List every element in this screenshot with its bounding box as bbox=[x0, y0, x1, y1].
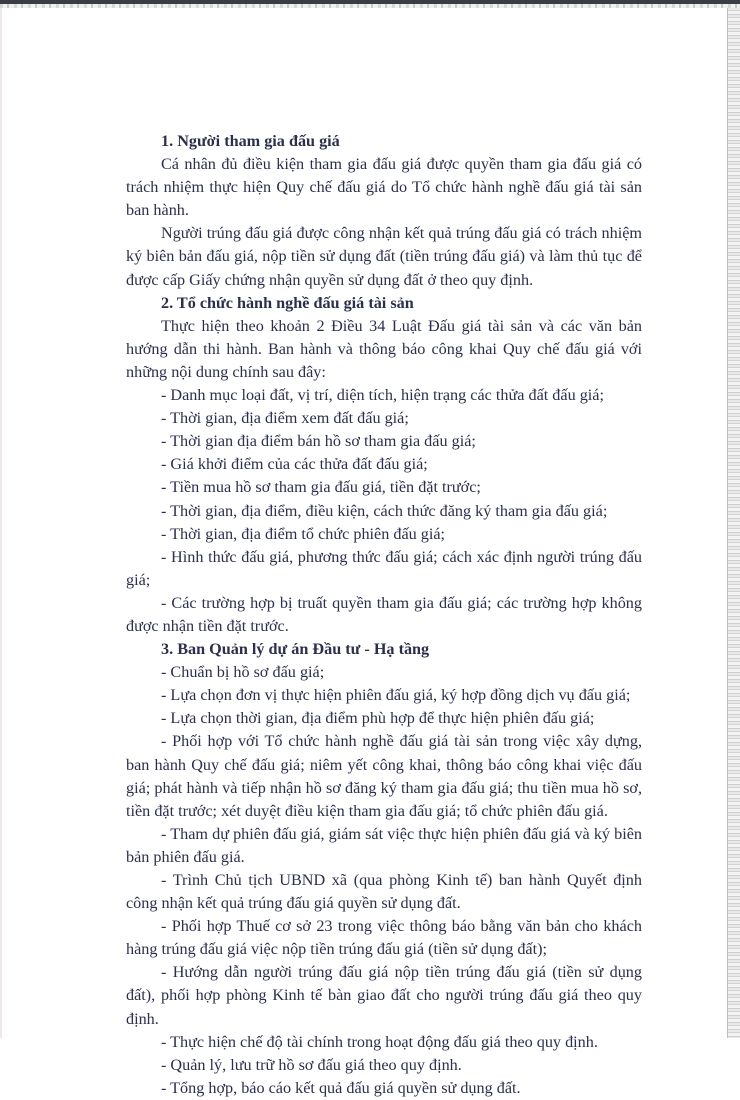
list-item: - Thời gian, địa điểm tổ chức phiên đấu giá; bbox=[161, 524, 446, 543]
list-item: - Chuẩn bị hồ sơ đấu giá; bbox=[161, 663, 325, 682]
section-heading-auction-organization: 2. Tổ chức hành nghề đấu giá tài sản bbox=[161, 293, 414, 312]
scan-right-edge bbox=[728, 8, 740, 1038]
paragraph: Người trúng đấu giá được công nhận kết quả trúng đấu giá có trách nhiệm ký biên bản đấu giá, nộp tiền sử dụng đất (tiền trúng đấu giá) và làm thủ tục để được cấp Giấy chứng nhận quyền sử dụng đất ở theo quy định. bbox=[126, 224, 642, 289]
list-item: - Hướng dẫn người trúng đấu giá nộp tiền trúng đấu giá (tiền sử dụng đất), phối hợp phòng Kinh tế bàn giao đất cho người trúng đấu giá theo quy định. bbox=[126, 963, 642, 1028]
list-item: - Tổng hợp, báo cáo kết quả đấu giá quyền sử dụng đất. bbox=[161, 1078, 521, 1097]
document-page bbox=[126, 130, 642, 1100]
list-item: - Thời gian, địa điểm xem đất đấu giá; bbox=[161, 409, 409, 428]
list-item: - Các trường hợp bị truất quyền tham gia đấu giá; các trường hợp không được nhận tiền đặt trước. bbox=[126, 593, 642, 635]
list-item: - Lựa chọn đơn vị thực hiện phiên đấu giá, ký hợp đồng dịch vụ đấu giá; bbox=[161, 686, 631, 705]
list-item: - Lựa chọn thời gian, địa điểm phù hợp để thực hiện phiên đấu giá; bbox=[161, 709, 595, 728]
list-item: - Giá khởi điểm của các thửa đất đấu giá; bbox=[161, 455, 428, 474]
scan-top-noise bbox=[0, 4, 740, 8]
list-item: - Phối hợp Thuế cơ sở 23 trong việc thông báo bằng văn bản cho khách hàng trúng đấu giá việc nộp tiền trúng đấu giá (tiền sử dụng đất); bbox=[126, 917, 642, 959]
list-item: - Thời gian, địa điểm, điều kiện, cách thức đăng ký tham gia đấu giá; bbox=[161, 501, 608, 520]
list-item: - Trình Chủ tịch UBND xã (qua phòng Kinh tế) ban hành Quyết định công nhận kết quả trúng đấu giá quyền sử dụng đất. bbox=[126, 871, 642, 913]
paragraph: Thực hiện theo khoản 2 Điều 34 Luật Đấu giá tài sản và các văn bản hướng dẫn thi hành. Ban hành và thông báo công khai Quy chế đấu giá với những nội dung chính sau đây: bbox=[126, 316, 642, 381]
section-heading-project-management-board: 3. Ban Quản lý dự án Đầu tư - Hạ tầng bbox=[161, 640, 430, 659]
section-heading-participants: 1. Người tham gia đấu giá bbox=[161, 132, 340, 150]
list-item: - Danh mục loại đất, vị trí, diện tích, hiện trạng các thửa đất đấu giá; bbox=[161, 386, 604, 405]
list-item: - Hình thức đấu giá, phương thức đấu giá; cách xác định người trúng đấu giá; bbox=[126, 547, 642, 589]
list-item: - Tiền mua hồ sơ tham gia đấu giá, tiền đặt trước; bbox=[161, 478, 481, 497]
scan-left-edge bbox=[0, 8, 2, 1038]
list-item: - Tham dự phiên đấu giá, giám sát việc thực hiện phiên đấu giá và ký biên bản phiên đấu giá. bbox=[126, 824, 642, 866]
list-item: - Quản lý, lưu trữ hồ sơ đấu giá theo quy định. bbox=[161, 1055, 462, 1074]
paragraph: Cá nhân đủ điều kiện tham gia đấu giá được quyền tham gia đấu giá có trách nhiệm thực hiện Quy chế đấu giá do Tổ chức hành nghề đấu giá tài sản ban hành. bbox=[126, 155, 642, 220]
list-item: - Thời gian địa điểm bán hồ sơ tham gia đấu giá; bbox=[161, 432, 476, 451]
list-item: - Phối hợp với Tổ chức hành nghề đấu giá tài sản trong việc xây dựng, ban hành Quy chế đấu giá; niêm yết công khai, thông báo công khai việc đấu giá; phát hành và tiếp nhận hồ sơ đăng ký tham gia đấu giá; thu tiền mua hồ sơ, tiền đặt trước; xét duyệt điều kiện tham gia đấu giá; tổ chức phiên đấu giá. bbox=[126, 732, 642, 820]
list-item: - Thực hiện chế độ tài chính trong hoạt động đấu giá theo quy định. bbox=[161, 1032, 598, 1051]
